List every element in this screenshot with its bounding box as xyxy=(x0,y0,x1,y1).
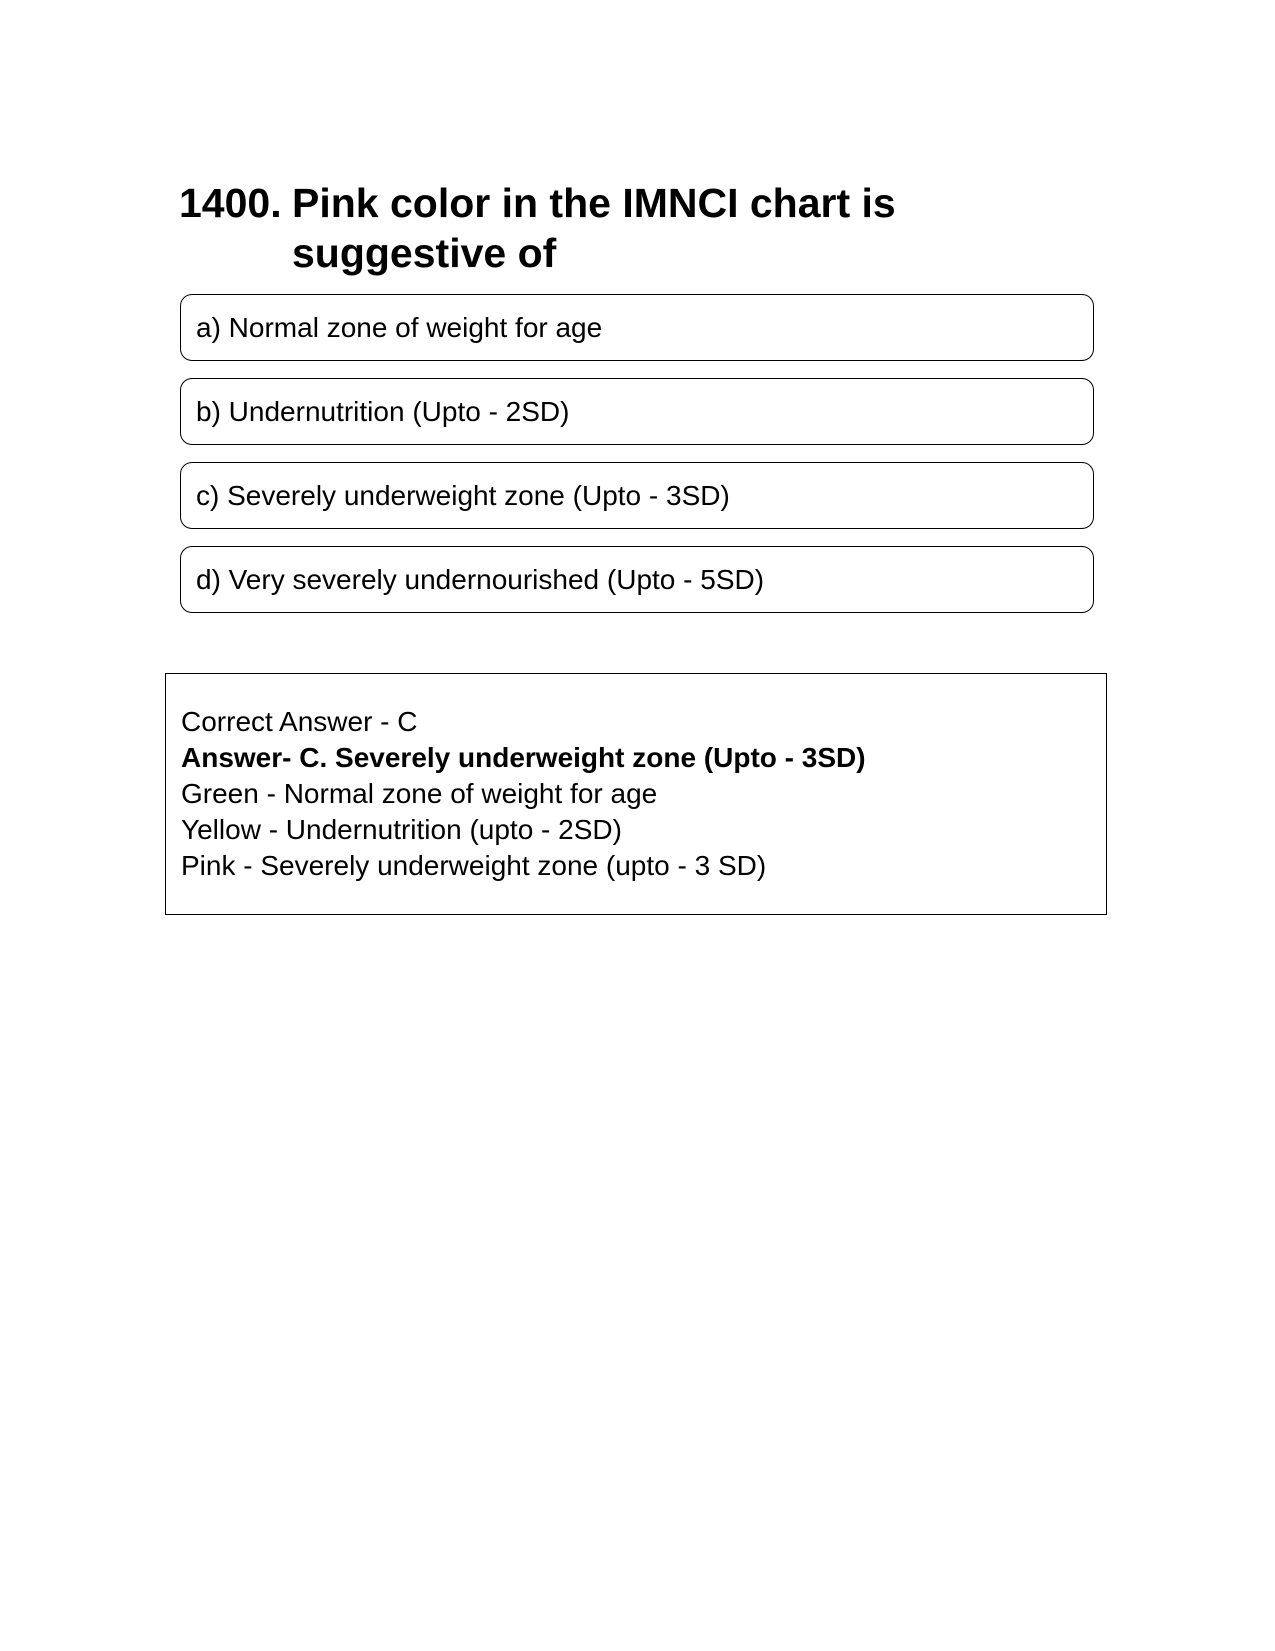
option-b[interactable] xyxy=(180,378,1094,445)
explanation-line-yellow: Yellow - Undernutrition (upto - 2SD) xyxy=(181,814,622,845)
explanation-line-pink: Pink - Severely underweight zone (upto - 3 SD) xyxy=(181,850,767,881)
option-a[interactable] xyxy=(180,294,1094,361)
option-c-label: c) Severely underweight zone (Upto - 3SD) xyxy=(196,479,730,511)
question-text: Pink color in the IMNCI chart is suggestive of xyxy=(292,180,896,276)
option-d[interactable] xyxy=(180,546,1094,613)
answer-explanation-box xyxy=(165,673,1107,915)
question xyxy=(179,178,1079,278)
answer-heading: Answer- C. Severely underweight zone (Upto - 3SD) xyxy=(181,742,866,773)
option-c[interactable] xyxy=(180,462,1094,529)
option-d-label: d) Very severely undernourished (Upto - 5SD) xyxy=(196,563,765,595)
question-number: 1400. xyxy=(179,180,282,226)
option-a-label: a) Normal zone of weight for age xyxy=(196,311,603,343)
explanation-line-green: Green - Normal zone of weight for age xyxy=(181,778,658,809)
correct-answer-line: Correct Answer - C xyxy=(181,706,418,737)
option-b-label: b) Undernutrition (Upto - 2SD) xyxy=(196,395,570,427)
